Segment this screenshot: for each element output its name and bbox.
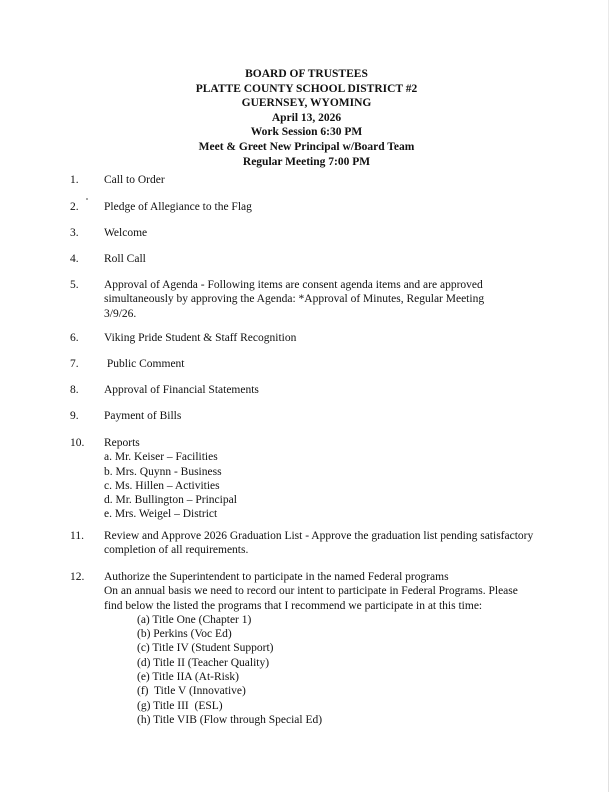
item-number: 3. (70, 227, 79, 239)
item-number: 8. (70, 384, 79, 396)
federal-program: (f) Title V (Innovative) (137, 685, 246, 698)
federal-program: (d) Title II (Teacher Quality) (137, 656, 270, 669)
report-subitem: a. Mr. Keiser – Facilities (104, 451, 218, 464)
federal-program: (g) Title III (ESL) (137, 699, 223, 712)
federal-program: (c) Title IV (Student Support) (137, 642, 274, 655)
item-number: 6. (70, 332, 79, 344)
item-number: 4. (70, 253, 79, 265)
item-number: 12. (70, 571, 85, 583)
item-text: Pledge of Allegiance to the Flag (104, 201, 252, 213)
item-text: find below the listed the programs that I recommend we participate in at this time: (104, 599, 483, 612)
item-text: simultaneously by approving the Agenda: *Approval of Minutes, Regular Meeting (104, 293, 485, 306)
item-number: 11. (70, 530, 84, 542)
item-text: Approval of Financial Statements (104, 384, 259, 396)
item-text: Approval of Agenda - Following items are consent agenda items and are approved (104, 279, 483, 291)
item-text: Call to Order (104, 174, 165, 186)
item-text: Roll Call (104, 253, 146, 265)
board-title: BOARD OF TRUSTEES (245, 68, 368, 80)
federal-program: (h) Title VIB (Flow through Special Ed) (137, 713, 323, 726)
item-text: On an annual basis we need to record our intent to participate in Federal Programs. Please (104, 585, 518, 598)
item-text: Welcome (104, 227, 148, 239)
agenda-header (0, 67, 613, 169)
report-subitem: c. Ms. Hillen – Activities (104, 479, 220, 492)
federal-program: (b) Perkins (Voc Ed) (137, 628, 232, 641)
item-text: Public Comment (104, 358, 185, 370)
item-number: 1. (70, 174, 79, 186)
work-session-time: Work Session 6:30 PM (250, 126, 363, 139)
scan-speck (86, 198, 88, 200)
item-text: Authorize the Superintendent to participate in the named Federal programs (104, 571, 449, 583)
regular-meeting-time: Regular Meeting 7:00 PM (242, 155, 371, 168)
location: GUERNSEY, WYOMING (241, 97, 372, 110)
federal-program: (e) Title IIA (At-Risk) (137, 671, 239, 684)
item-text: Viking Pride Student & Staff Recognition (104, 332, 297, 344)
item-number: 2. (70, 201, 79, 213)
report-subitem: e. Mrs. Weigel – District (104, 508, 218, 521)
item-number: 10. (70, 437, 85, 449)
report-subitem: b. Mrs. Quynn - Business (104, 465, 222, 478)
meet-greet-line: Meet & Greet New Principal w/Board Team (198, 140, 415, 153)
item-text: Review and Approve 2026 Graduation List - Approve the graduation list pending satisfactory (104, 530, 534, 542)
item-text: Reports (104, 437, 140, 449)
district-name: PLATTE COUNTY SCHOOL DISTRICT #2 (195, 82, 418, 95)
item-text: 3/9/26. (104, 307, 137, 320)
report-subitem: d. Mr. Bullington – Principal (104, 494, 237, 507)
item-number: 9. (70, 410, 79, 422)
item-text: Payment of Bills (104, 410, 182, 422)
item-number: 7. (70, 358, 79, 370)
federal-program: (a) Title One (Chapter 1) (137, 613, 252, 626)
item-text: completion of all requirements. (104, 544, 249, 557)
item-number: 5. (70, 279, 79, 291)
meeting-date: April 13, 2026 (271, 111, 342, 124)
